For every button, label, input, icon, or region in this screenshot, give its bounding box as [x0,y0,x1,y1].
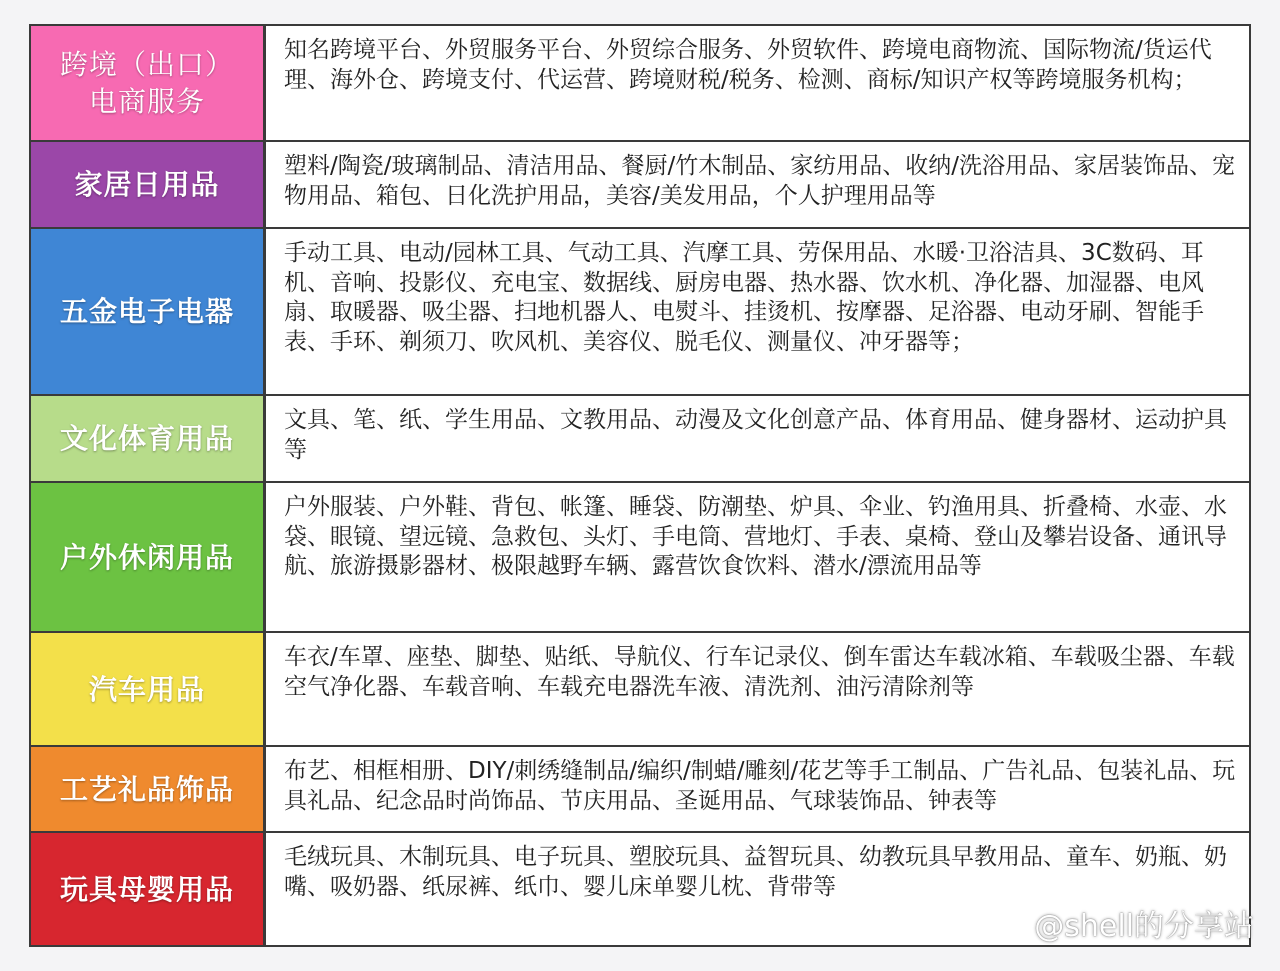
category-label: 文化体育用品 [31,396,266,483]
category-description: 户外服装、户外鞋、背包、帐篷、睡袋、防潮垫、炉具、伞业、钓渔用具、折叠椅、水壶、水袋、眼镜、望远镜、急救包、头灯、手电筒、营地灯、手表、桌椅、登山及攀岩设备、通讯导航、旅游摄影器材、极限越野车辆、露营饮食饮料、潜水/漂流用品等 [266,483,1249,633]
category-description: 手动工具、电动/园林工具、气动工具、汽摩工具、劳保用品、水暖·卫浴洁具、3C数码、耳机、音响、投影仪、充电宝、数据线、厨房电器、热水器、饮水机、净化器、加湿器、电风扇、取暖器、吸尘器、扫地机器人、电熨斗、挂烫机、按摩器、足浴器、电动牙刷、智能手表、手环、剃须刀、吹风机、美容仪、脱毛仪、测量仪、冲牙器等； [266,229,1249,396]
category-label: 汽车用品 [31,633,266,747]
category-description: 车衣/车罩、座垫、脚垫、贴纸、导航仪、行车记录仪、倒车雷达车载冰箱、车载吸尘器、车载空气净化器、车载音响、车载充电器洗车液、清洗剂、油污清除剂等 [266,633,1249,747]
watermark-text: @shell的分享站 [1034,909,1254,944]
watermark [1002,901,1254,945]
category-label: 玩具母婴用品 [31,833,266,945]
category-description: 毛绒玩具、木制玩具、电子玩具、塑胶玩具、益智玩具、幼教玩具早教用品、童车、奶瓶、奶嘴、吸奶器、纸尿裤、纸巾、婴儿床单婴儿枕、背带等 [284,844,1227,900]
category-table [29,24,1251,947]
category-description: 知名跨境平台、外贸服务平台、外贸综合服务、外贸软件、跨境电商物流、国际物流/货运代理、海外仓、跨境支付、代运营、跨境财税/税务、检测、商标/知识产权等跨境服务机构； [266,26,1249,142]
category-label: 家居日用品 [31,142,266,229]
category-description: 塑料/陶瓷/玻璃制品、清洁用品、餐厨/竹木制品、家纺用品、收纳/洗浴用品、家居装饰品、宠物用品、箱包、日化洗护用品，美容/美发用品，个人护理用品等 [266,142,1249,229]
category-label: 户外休闲用品 [31,483,266,633]
category-label: 跨境（出口）电商服务 [31,26,266,142]
category-label: 五金电子电器 [31,229,266,396]
category-description: 文具、笔、纸、学生用品、文教用品、动漫及文化创意产品、体育用品、健身器材、运动护具等 [266,396,1249,483]
chat-bubble-icon [1002,910,1028,936]
category-label: 工艺礼品饰品 [31,747,266,833]
category-description: 布艺、相框相册、DIY/刺绣缝制品/编织/制蜡/雕刻/花艺等手工制品、广告礼品、包装礼品、玩具礼品、纪念品时尚饰品、节庆用品、圣诞用品、气球装饰品、钟表等 [266,747,1249,833]
